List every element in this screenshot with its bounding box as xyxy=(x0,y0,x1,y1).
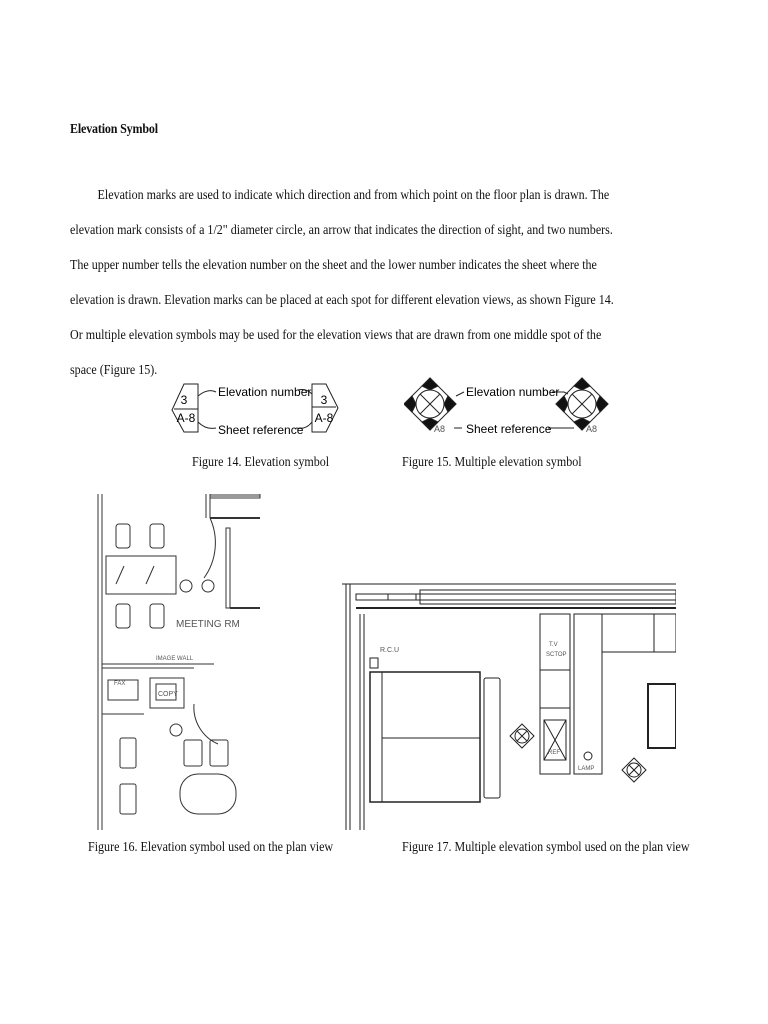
elevation-symbol-2 xyxy=(202,580,214,592)
meeting-room-label: MEETING RM xyxy=(176,619,240,630)
figure-17-plan-view xyxy=(342,580,676,830)
ref-label: REF xyxy=(548,750,560,756)
figure-16-plan-view xyxy=(94,494,264,830)
sheet-reference-left: A8 xyxy=(434,424,446,434)
leader-line-top xyxy=(456,392,464,396)
leader-line-top xyxy=(198,391,216,396)
figure-16-caption: Figure 16. Elevation symbol used on the plan view xyxy=(88,840,334,855)
conference-table xyxy=(106,556,176,594)
stop-label: SCTOP xyxy=(546,652,567,658)
sheet-reference-right: A-8 xyxy=(314,411,334,425)
rcu-label: R.C.U xyxy=(380,647,400,654)
elevation-number-right: 3 xyxy=(320,393,328,407)
figure-14-elevation-symbol xyxy=(160,376,350,442)
figure-15-multiple-elevation-symbol xyxy=(404,376,614,442)
elevation-number-left: 3 xyxy=(180,393,188,407)
sheet-reference-right: A8 xyxy=(586,424,598,434)
lamp-label: LAMP xyxy=(578,766,595,772)
leader-line-bottom xyxy=(198,422,216,428)
figure-17-caption: Figure 17. Multiple elevation symbol used on the plan view xyxy=(402,840,690,855)
bed xyxy=(370,672,480,802)
figure-15-caption: Figure 15. Multiple elevation symbol xyxy=(402,455,582,470)
image-wall-label: IMAGE WALL xyxy=(156,656,194,662)
label-sheet-reference: Sheet reference xyxy=(218,423,304,437)
body-paragraph: Elevation marks are used to indicate which direction and from which point on the floor plan is drawn. The elevation mark consists of a 1/2" diameter circle, an arrow that indicates the direction of sight, and two numbers. The upper number tells the elevation number on the sheet and the lower number indicates the sheet where the elevation is drawn. Elevation marks can be placed at each spot for different elevation views, as shown Figure 14. Or multiple elevation symbols may be used for the elevation views that are drawn from one middle spot of the space (Figure 15). xyxy=(70,188,614,378)
fax-label: FAX xyxy=(114,681,126,687)
copy-label: COPY xyxy=(158,691,178,698)
label-sheet-reference: Sheet reference xyxy=(466,422,552,436)
tv-label: T.V xyxy=(549,642,558,648)
elevation-symbol-3 xyxy=(170,724,182,736)
section-heading: Elevation Symbol xyxy=(70,122,158,137)
lamp xyxy=(584,752,592,760)
sheet-reference-left: A-8 xyxy=(176,411,196,425)
elevation-symbol-1 xyxy=(180,580,192,592)
label-elevation-number: Elevation number xyxy=(218,385,312,399)
label-elevation-number: Elevation number xyxy=(466,385,560,399)
figure-14-caption: Figure 14. Elevation symbol xyxy=(192,455,330,470)
